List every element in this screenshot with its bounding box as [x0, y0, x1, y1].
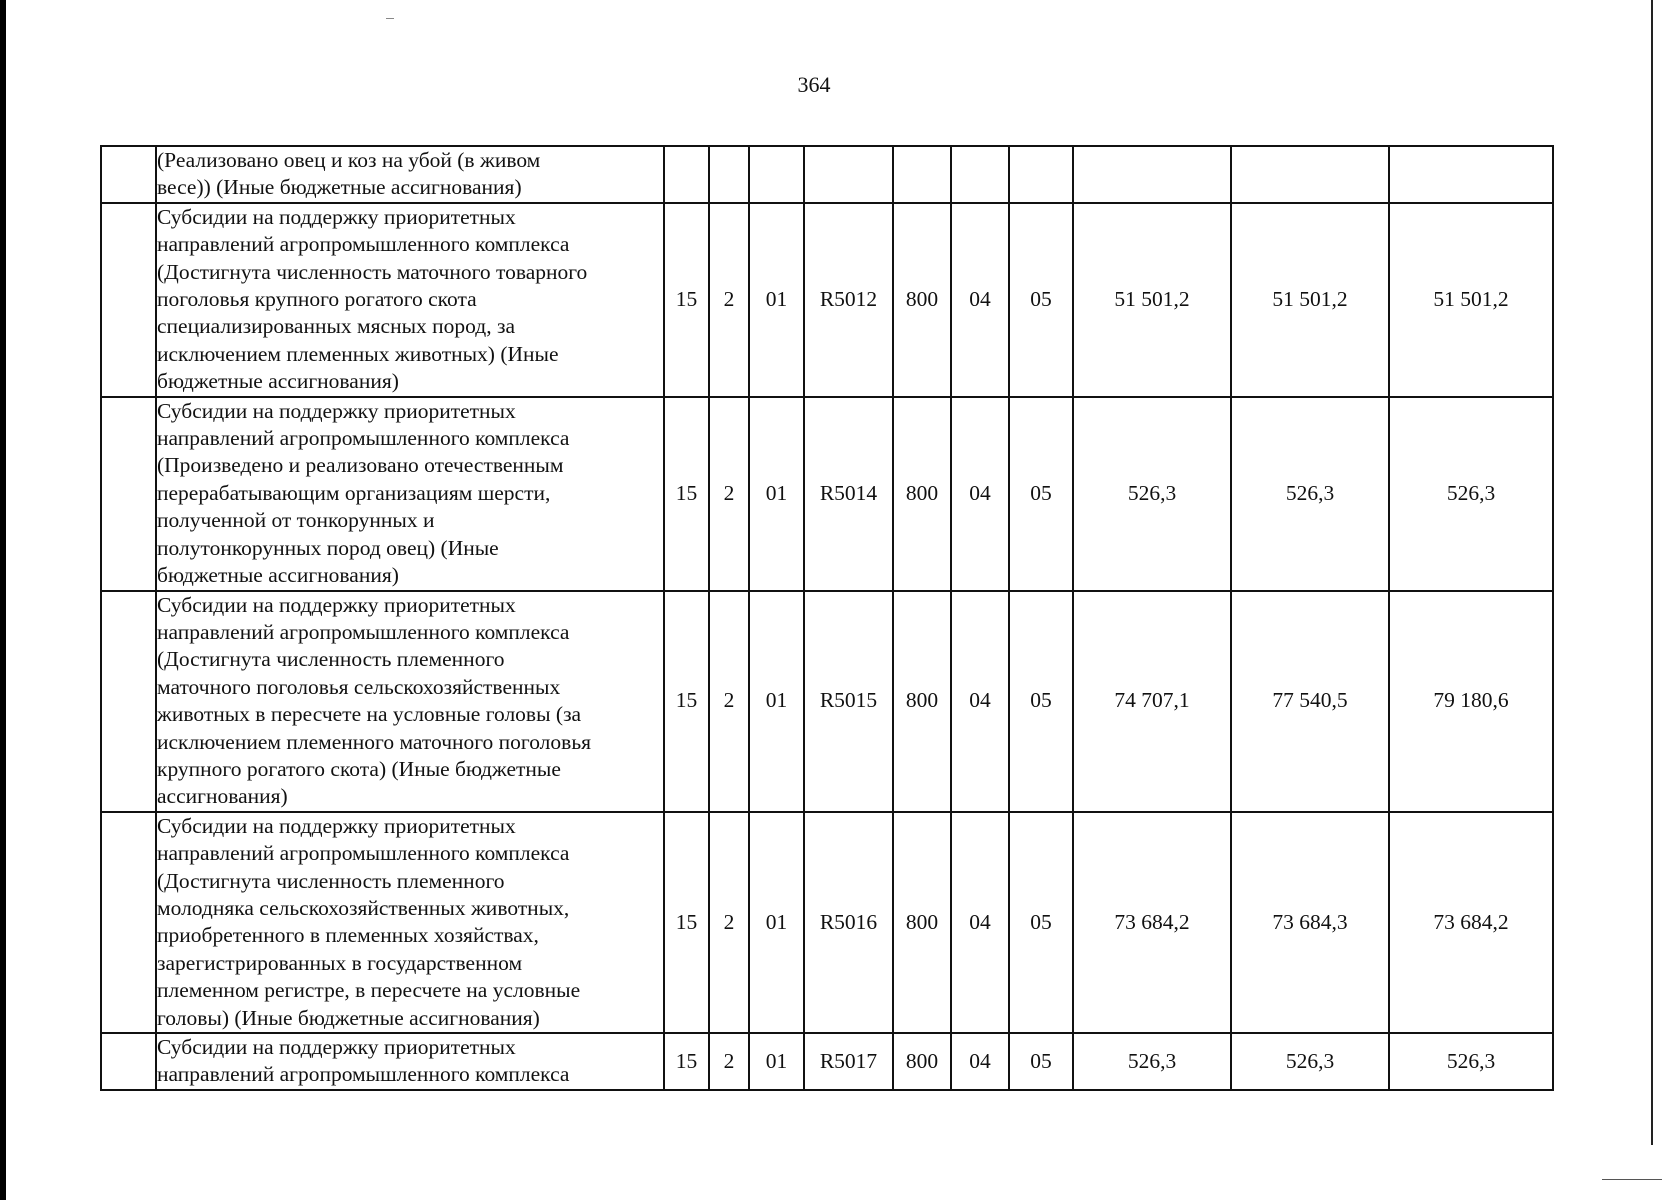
amount-cell: 526,3 [1231, 397, 1389, 591]
code-cell: 05 [1009, 1033, 1073, 1090]
code-cell: R5012 [804, 203, 893, 397]
code-cell: 04 [951, 591, 1009, 812]
amount-cell: 79 180,6 [1389, 591, 1553, 812]
description-cell: Субсидии на поддержку приоритетных направлений агропромышленного комплекса [156, 1033, 664, 1090]
code-cell: 800 [893, 1033, 951, 1090]
amount-cell: 526,3 [1231, 1033, 1389, 1090]
code-cell: R5017 [804, 1033, 893, 1090]
amount-cell: 51 501,2 [1073, 203, 1231, 397]
amount-cell: 51 501,2 [1231, 203, 1389, 397]
code-cell: 15 [664, 591, 709, 812]
code-cell [664, 146, 709, 203]
scan-border-left [0, 0, 6, 1200]
description-cell: (Реализовано овец и коз на убой (в живом весе)) (Иные бюджетные ассигнования) [156, 146, 664, 203]
code-cell [951, 146, 1009, 203]
code-cell: R5015 [804, 591, 893, 812]
description-cell: Субсидии на поддержку приоритетных направлений агропромышленного комплекса (Достигнута численность племенного маточного поголовья сельскохозяйственных животных в пересчете на условные головы (за исключением племенного маточного поголовья крупного рогатого скота) (Иные бюджетные ассигнования) [156, 591, 664, 812]
amount-cell [1073, 146, 1231, 203]
code-cell [804, 146, 893, 203]
code-cell [749, 146, 804, 203]
table-row [101, 397, 1553, 591]
code-cell: 05 [1009, 397, 1073, 591]
amount-cell: 526,3 [1389, 397, 1553, 591]
code-cell: 800 [893, 397, 951, 591]
row-number-cell [101, 1033, 156, 1090]
code-cell: 05 [1009, 812, 1073, 1033]
amount-cell: 51 501,2 [1389, 203, 1553, 397]
description-cell: Субсидии на поддержку приоритетных направлений агропромышленного комплекса (Достигнута численность племенного молодняка сельскохозяйственных животных, приобретенного в племенных хозяйствах, зарегистрированных в государственном племенном регистре, в пересчете на условные головы) (Иные бюджетные ассигнования) [156, 812, 664, 1033]
table-row [101, 1033, 1553, 1090]
code-cell: 05 [1009, 203, 1073, 397]
code-cell: 800 [893, 591, 951, 812]
code-cell: 01 [749, 203, 804, 397]
description-cell: Субсидии на поддержку приоритетных направлений агропромышленного комплекса (Достигнута численность маточного товарного поголовья крупного рогатого скота специализированных мясных пород, за исключением племенных животных) (Иные бюджетные ассигнования) [156, 203, 664, 397]
amount-cell: 74 707,1 [1073, 591, 1231, 812]
code-cell: 800 [893, 812, 951, 1033]
scan-border-right [1651, 0, 1653, 1145]
row-number-cell [101, 397, 156, 591]
code-cell: 15 [664, 1033, 709, 1090]
table-row [101, 812, 1553, 1033]
code-cell: 04 [951, 812, 1009, 1033]
code-cell: 01 [749, 397, 804, 591]
code-cell: 04 [951, 203, 1009, 397]
code-cell: 01 [749, 1033, 804, 1090]
code-cell: 2 [709, 1033, 749, 1090]
code-cell: 2 [709, 812, 749, 1033]
row-number-cell [101, 203, 156, 397]
code-cell: 2 [709, 203, 749, 397]
code-cell: 15 [664, 812, 709, 1033]
amount-cell: 526,3 [1389, 1033, 1553, 1090]
row-number-cell [101, 591, 156, 812]
code-cell: 15 [664, 397, 709, 591]
page-number: 364 [797, 72, 831, 97]
amount-cell: 73 684,3 [1231, 812, 1389, 1033]
amount-cell [1231, 146, 1389, 203]
amount-cell [1389, 146, 1553, 203]
code-cell: 01 [749, 812, 804, 1033]
amount-cell: 73 684,2 [1073, 812, 1231, 1033]
description-cell: Субсидии на поддержку приоритетных направлений агропромышленного комплекса (Произведено и реализовано отечественным перерабатывающим организациям шерсти, полученной от тонкорунных и полутонкорунных пород овец) (Иные бюджетные ассигнования) [156, 397, 664, 591]
table-row [101, 146, 1553, 203]
budget-table [100, 145, 1554, 1091]
row-number-cell [101, 146, 156, 203]
code-cell: 05 [1009, 591, 1073, 812]
code-cell: R5014 [804, 397, 893, 591]
amount-cell: 526,3 [1073, 1033, 1231, 1090]
code-cell: 01 [749, 591, 804, 812]
scan-border-right-foot [1602, 1179, 1662, 1180]
code-cell [1009, 146, 1073, 203]
code-cell: 800 [893, 203, 951, 397]
code-cell [893, 146, 951, 203]
code-cell [709, 146, 749, 203]
code-cell: 2 [709, 591, 749, 812]
scan-mark-top [386, 18, 394, 19]
code-cell: 15 [664, 203, 709, 397]
code-cell: 04 [951, 1033, 1009, 1090]
code-cell: R5016 [804, 812, 893, 1033]
code-cell: 2 [709, 397, 749, 591]
row-number-cell [101, 812, 156, 1033]
amount-cell: 526,3 [1073, 397, 1231, 591]
amount-cell: 77 540,5 [1231, 591, 1389, 812]
code-cell: 04 [951, 397, 1009, 591]
amount-cell: 73 684,2 [1389, 812, 1553, 1033]
table-row [101, 591, 1553, 812]
table-row [101, 203, 1553, 397]
